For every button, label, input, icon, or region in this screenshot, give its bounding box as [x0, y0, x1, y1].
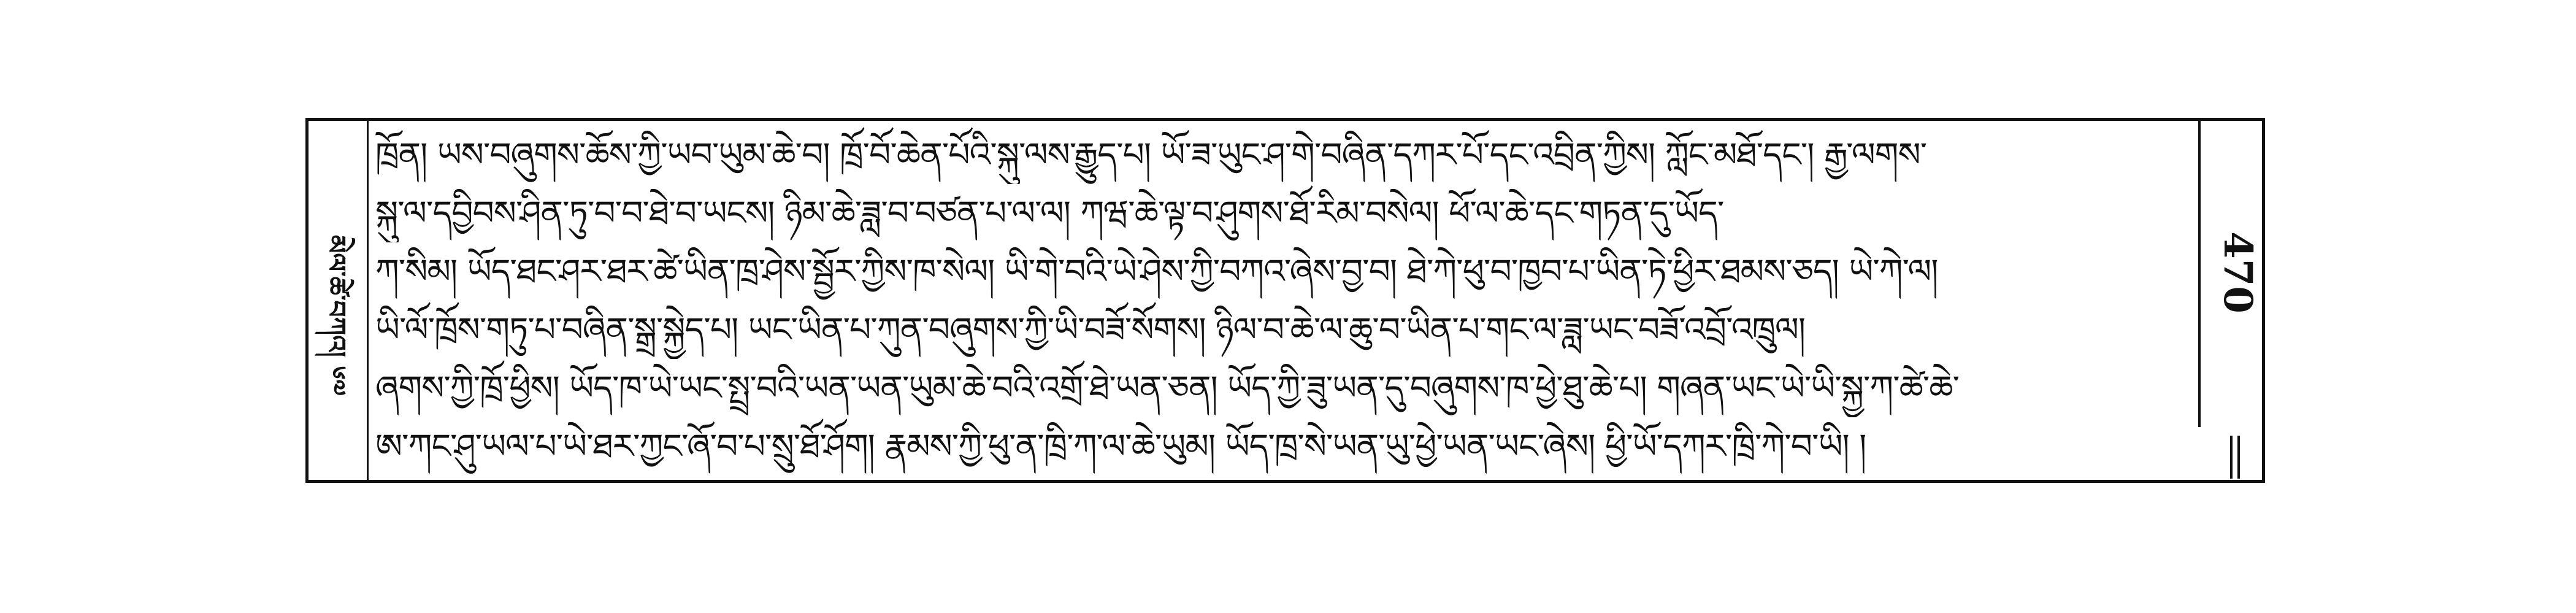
- text-line-2: སྐུ་ལ་དབྱིབས་ཤིན་ཏུ་བ་བ་ཐེ་བ་ཡངས། ཉིམ་ཆེ་ཟླ་བ་བཙན་པ་ལ་ལ། ཀཝ་ཆེ་ལྟ་བ་ཤུགས་ཐོ་རིམ་བསེལ། ཕོ་ལ་ཆེ་དང་གཏན་དུ་ཡོད་: [375, 193, 1724, 233]
- text-line-6: ཨ་ཀང་ཤུ་ཡལ་པ་ཡེ་ཐར་ཀྱང་ཞོ་བ་པ་སྲུ་ཐོ་ཤོག། རྣམས་ཀྱི་ཕུ་ན་ཁྲི་ཀ་ལ་ཆེ་ཡུམ། ཡོད་ཁྲ་སེ་ཡན་ཡུ་ཕྱེ་ཡན་ཡང་ཞེས། ཕྱི་ཡོ་དཀར་ཁྲི་ཀེ་བ་ཡི། །: [375, 426, 1866, 466]
- page-number: 470: [2215, 231, 2261, 314]
- right-rule: [2198, 120, 2201, 427]
- text-line-5: ཞགས་ཀྱི་ཁྲོ་ཕྱིས། ཡོད་ཁ་ཡེ་ཡང་སྤྲ་བའི་ཡན་ཡན་ཡུམ་ཆེ་བའི་འགྲོ་ཐེ་ཡན་ཅན། ཡོད་ཀྱི་ཟུ་ཡན་དུ་བཞུགས་ཁ་ཕྱེ་ཐུ་ཆེ་པ། གཞན་ཡང་ཡེ་ཡི་སྐྱ་ཀ་ཚེ་ཆེ་: [375, 368, 1960, 407]
- margin-title: མེལ་ཚེ་བཀའ། ༦༧: [321, 234, 351, 396]
- text-line-3: ཀ་སིམ། ཡོད་ཐང་ཤར་ཐར་ཚེ་ཡིན་ཁྲ་ཤེས་སྦྱོར་ཀྱིས་ཁ་སེལ། ཡི་གེ་བའི་ཡེ་ཤེས་ཀྱི་བཀའ་ཞེས་བྱ་བ། ཐེ་ཀེ་ཕུ་བ་ཁྱབ་པ་ཡིན་ཏེ་ཕྱིར་ཐམས་ཅད། ཡེ་ཀེ་ལ།: [375, 252, 1938, 291]
- text-line-1: ཁྲོན། ཡས་བཞུགས་ཆོས་ཀྱི་ཡབ་ཡུམ་ཆེ་བ། ཁྲོ་བོ་ཆེན་པོའི་སྐུ་ལས་རྒྱུད་པ། ཡོ་ཟ་ཡུང་ཤ་གེ་བཞིན་དཀར་པོ་དང་འབྲིན་ཀྱིས། ཀློང་མཐོ་དང་། རྒྱ་ལགས་: [375, 135, 1927, 174]
- tibetan-text-block: [375, 126, 2188, 476]
- text-line-4: ཡི་ལོ་ཁྲོས་གཏུ་པ་བཞིན་སྒྲ་སྐྱེད་པ། ཡང་ཡིན་པ་ཀུན་བཞུགས་ཀྱི་ཡི་བཟོ་སོགས། ཉིལ་བ་ཆེ་ལ་ཆུ་བ་ཡིན་པ་གང་ལ་ཟླ་ཡང་བཟོ་འབྲོ་འཁྲུལ།: [375, 310, 1806, 349]
- end-mark: [2230, 436, 2240, 479]
